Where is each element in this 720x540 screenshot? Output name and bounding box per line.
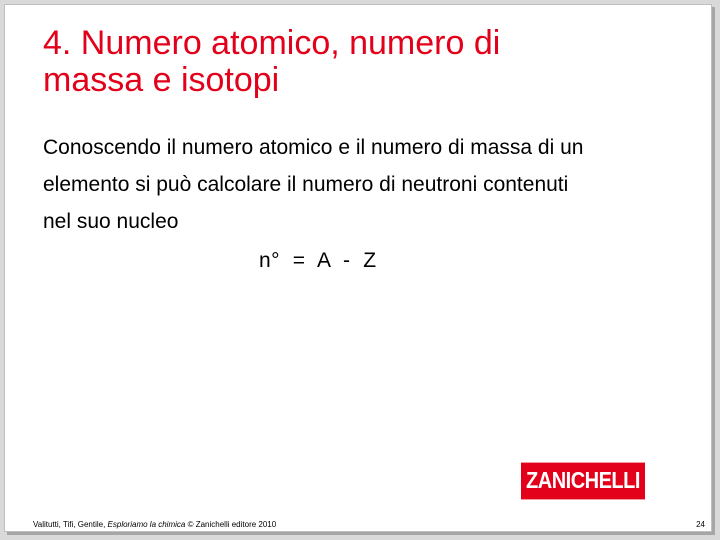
page-number: 24 <box>696 520 705 529</box>
neutron-formula: n° = A - Z <box>259 249 377 272</box>
title-line-2: massa e isotopi <box>43 61 280 99</box>
slide <box>4 4 712 532</box>
body-line-2: elemento si può calcolare il numero di neutroni contenuti <box>43 173 569 196</box>
slide-title <box>43 25 683 99</box>
body-paragraph <box>43 129 683 240</box>
footer-credits <box>33 520 276 530</box>
publisher-logo: ZANICHELLI <box>521 463 645 500</box>
body-line-1: Conoscendo il numero atomico e il numero di massa di un <box>43 136 584 159</box>
title-line-1: 4. Numero atomico, numero di <box>43 24 501 62</box>
body-line-3: nel suo nucleo <box>43 210 179 233</box>
footer-publisher: © Zanichelli editore 2010 <box>185 520 277 529</box>
footer-book-title: Esploriamo la chimica <box>107 520 186 529</box>
footer-authors: Valitutti, Tifi, Gentile, <box>33 520 108 529</box>
